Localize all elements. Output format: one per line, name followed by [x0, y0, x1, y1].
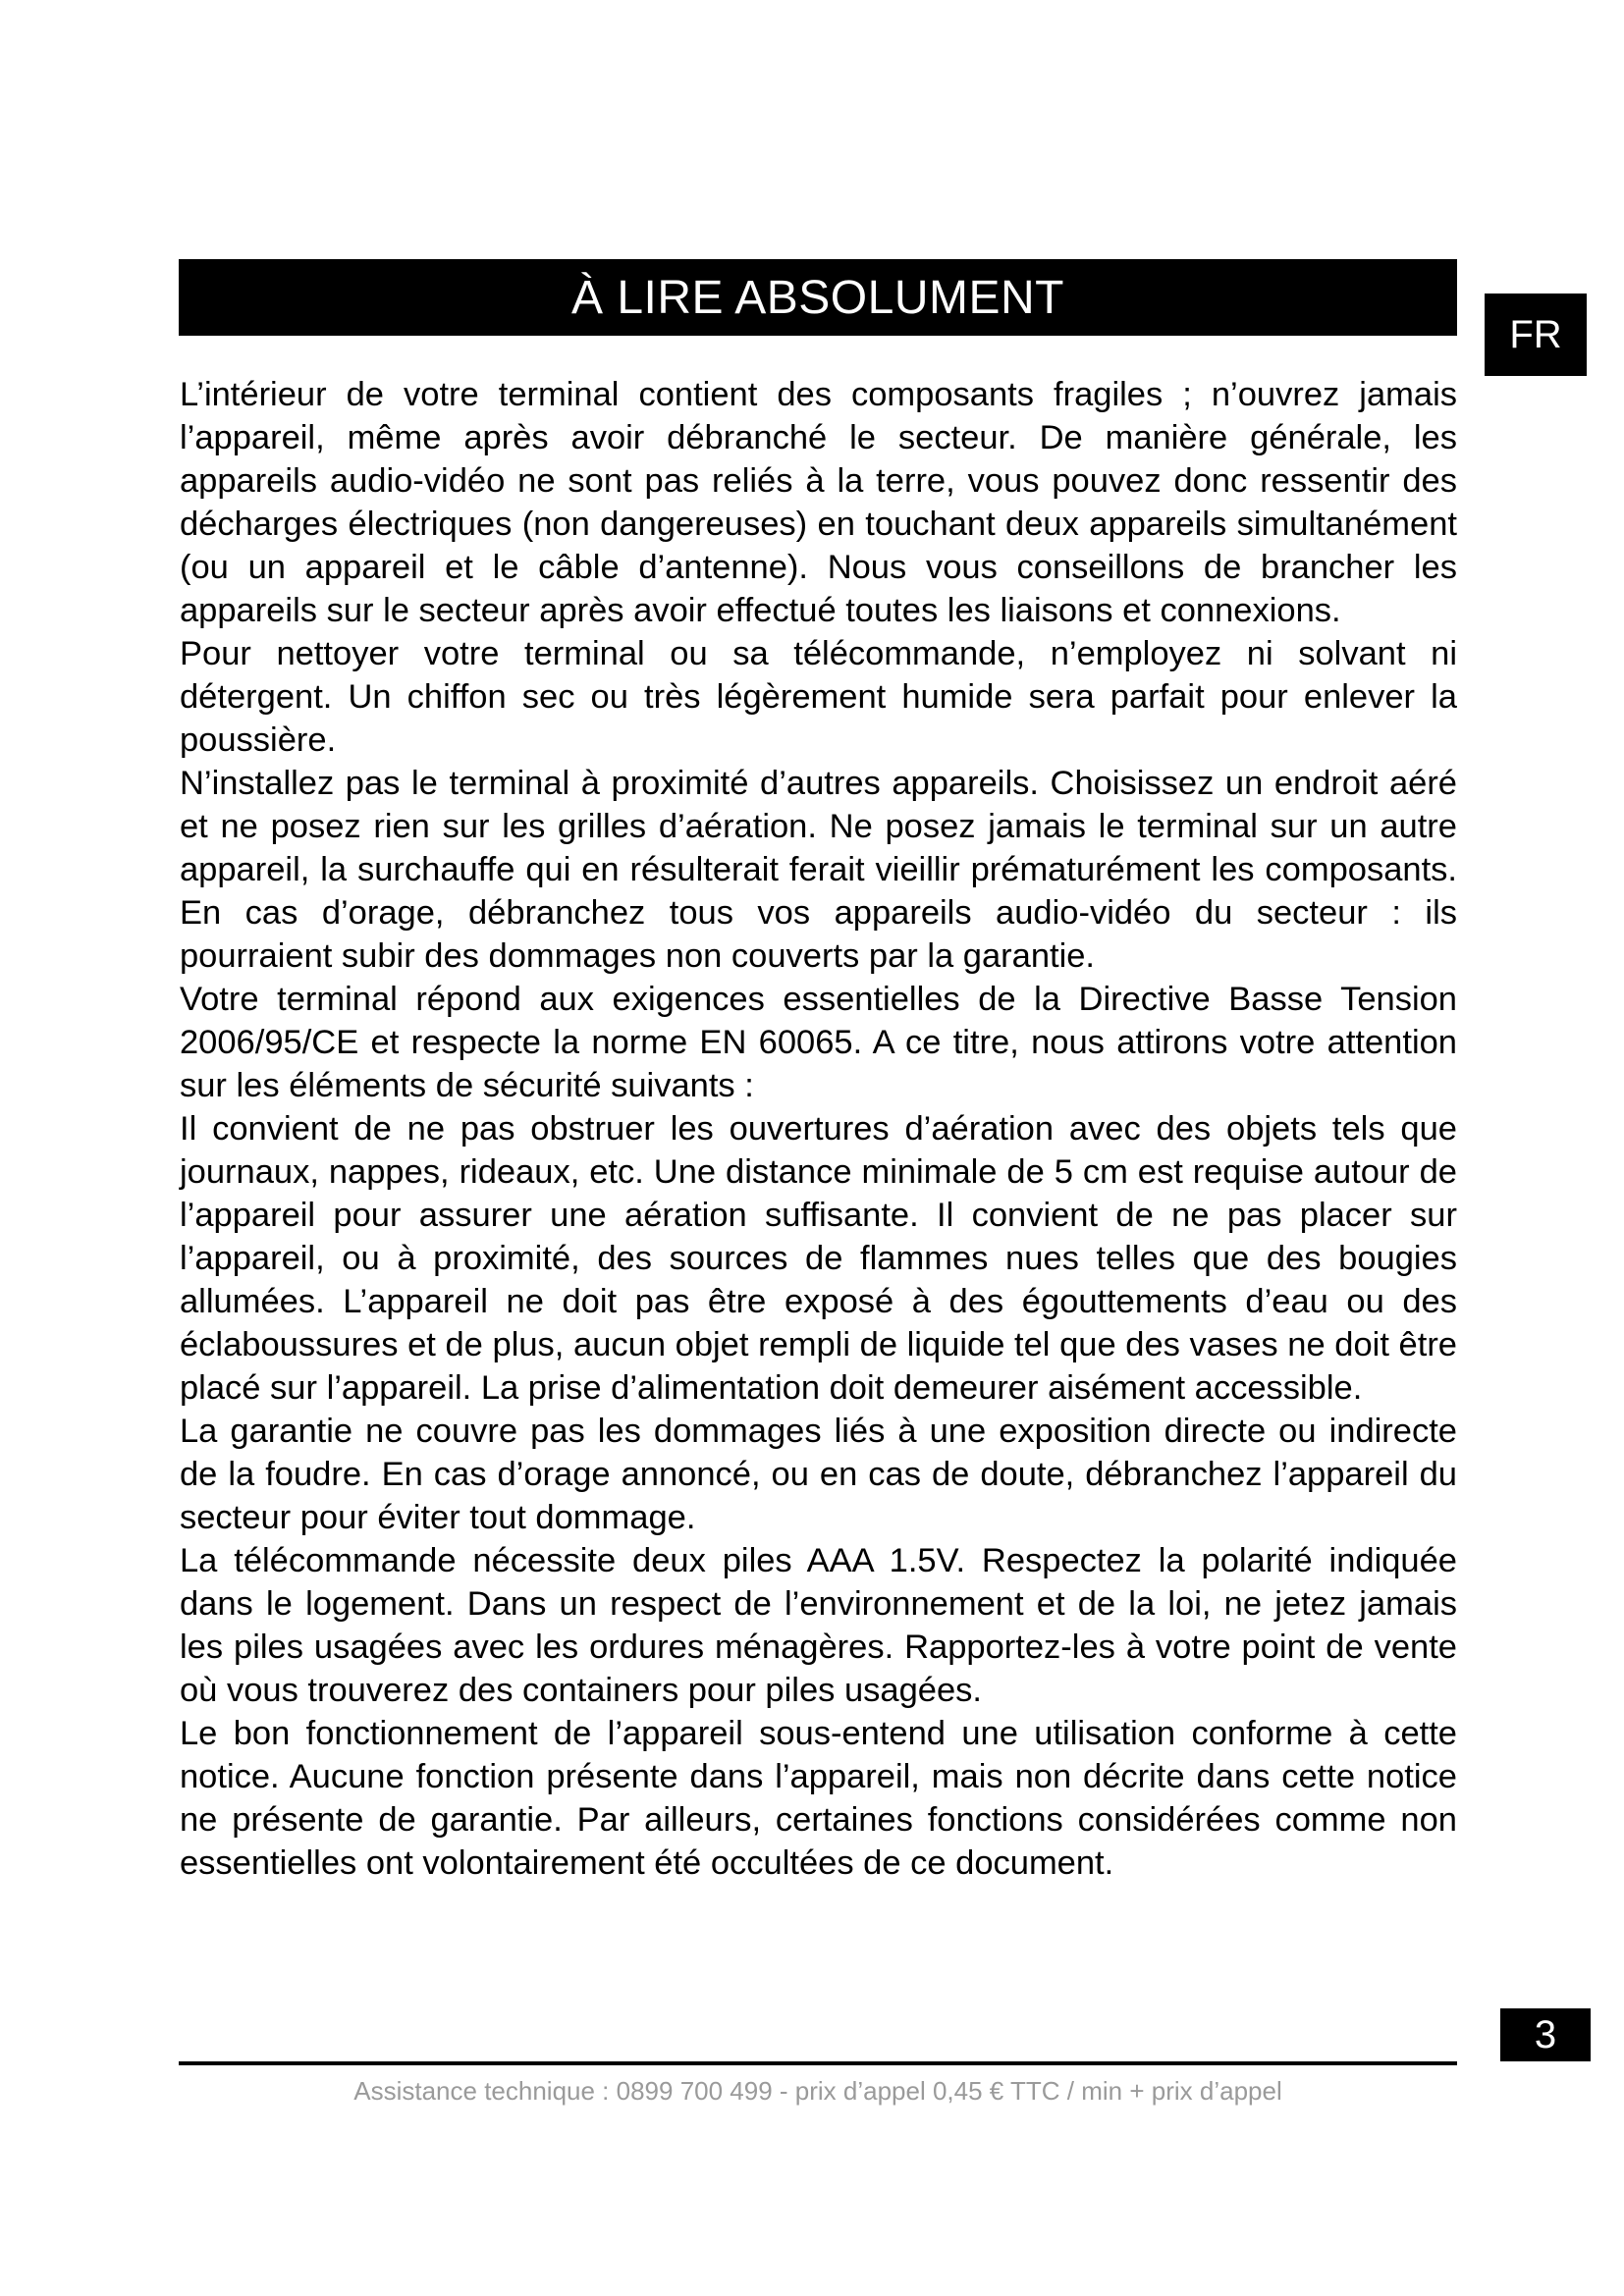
paragraph-remote-batteries: La télécommande nécessite deux piles AAA 1.5V. Respectez la polarité indiquée dans le logement. Dans un respect de l’environnement et de la loi, ne jetez jamais les piles usagées avec les ordures ménagères. Rapportez-les à votre point de vente où vous trouverez des containers pour piles usagées. — [180, 1542, 1457, 1709]
safety-instructions-body — [180, 373, 1457, 1885]
page-number: 3 — [1534, 2012, 1557, 2056]
language-tab-label: FR — [1509, 312, 1562, 356]
paragraph-lightning-warranty: La garantie ne couvre pas les dommages liés à une exposition directe ou indirecte de la foudre. En cas d’orage annoncé, ou en cas de doute, débranchez l’appareil du secteur pour éviter tout dommage. — [180, 1413, 1457, 1536]
paragraph-cleaning: Pour nettoyer votre terminal ou sa télécommande, n’employez ni solvant ni détergent. Un chiffon sec ou très légèrement humide sera parfait pour enlever la poussière. — [180, 635, 1457, 759]
footer-support-text: Assistance technique : 0899 700 499 - prix d’appel 0,45 € TTC / min + prix d’appel — [353, 2076, 1282, 2106]
paragraph-proper-use: Le bon fonctionnement de l’appareil sous-entend une utilisation conforme à cette notice. Aucune fonction présente dans l’appareil, mais non décrite dans cette notice ne présente de garantie. Par ailleurs, certaines fonctions considérées comme non essentielles ont volontairement été occultées de ce document. — [180, 1715, 1457, 1882]
language-tab — [1485, 294, 1587, 376]
paragraph-internal-components: L’intérieur de votre terminal contient des composants fragiles ; n’ouvrez jamais l’appareil, même après avoir débranché le secteur. De manière générale, les appareils audio-vidéo ne sont pas reliés à la terre, vous pouvez donc ressentir des décharges électriques (non dangereuses) en touchant deux appareils simultanément (ou un appareil et le câble d’antenne). Nous vous conseillons de brancher les appareils sur le secteur après avoir effectué toutes les liaisons et connexions. — [180, 376, 1457, 629]
page-title: À LIRE ABSOLUMENT — [571, 271, 1064, 324]
paragraph-directive: Votre terminal répond aux exigences essentielles de la Directive Basse Tension 2006/95/CE et respecte la norme EN 60065. A ce titre, nous attirons votre attention sur les éléments de sécurité suivants : — [180, 981, 1457, 1104]
page-title-bar — [179, 259, 1457, 336]
page-number-box — [1500, 2008, 1591, 2061]
paragraph-ventilation-safety: Il convient de ne pas obstruer les ouvertures d’aération avec des objets tels que journaux, nappes, rideaux, etc. Une distance minimale de 5 cm est requise autour de l’appareil pour assurer une aération suffisante. Il convient de ne pas placer sur l’appareil, ou à proximité, des sources de flammes nues telles que des bougies allumées. L’appareil ne doit pas être exposé à des égouttements d’eau ou des éclaboussures et de plus, aucun objet rempli de liquide tel que des vases ne doit être placé sur l’appareil. La prise d’alimentation doit demeurer aisément accessible. — [180, 1110, 1457, 1407]
paragraph-installation: N’installez pas le terminal à proximité d’autres appareils. Choisissez un endroit aéré et ne posez rien sur les grilles d’aération. Ne posez jamais le terminal sur un autre appareil, la surchauffe qui en résulterait ferait vieillir prématurément les composants. En cas d’orage, débranchez tous vos appareils audio-vidéo du secteur : ils pourraient subir des dommages non couverts par la garantie. — [180, 765, 1457, 975]
footer-divider — [179, 2061, 1457, 2065]
